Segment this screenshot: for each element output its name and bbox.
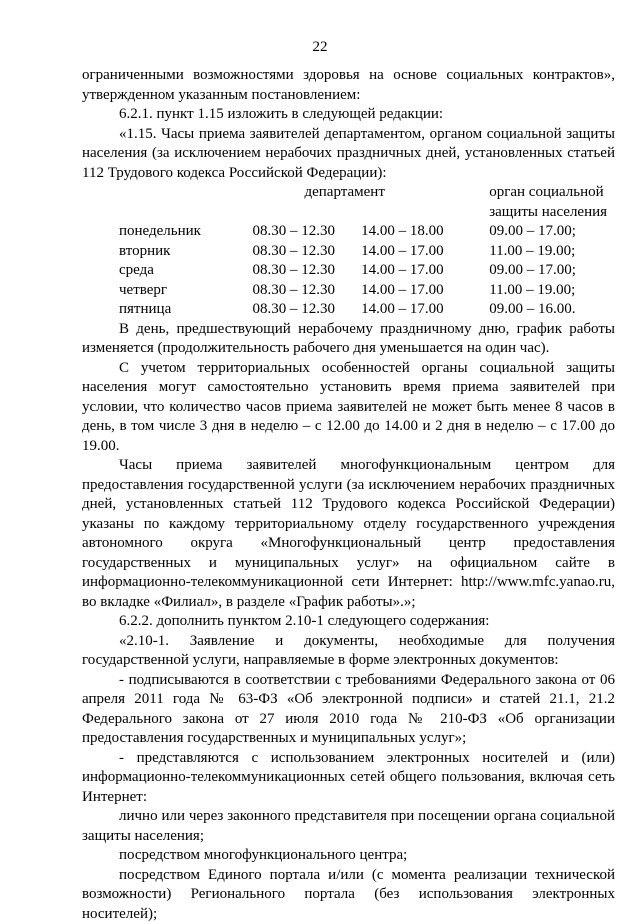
- schedule-row: [82, 261, 615, 281]
- day-cell: четверг: [82, 281, 252, 301]
- organ-hours-cell: 09.00 – 16.00.: [489, 300, 615, 320]
- dept-afternoon-cell: 14.00 – 17.00: [361, 242, 489, 262]
- schedule-row: [82, 222, 615, 242]
- dept-afternoon-cell: 14.00 – 17.00: [361, 261, 489, 281]
- dept-afternoon-cell: 14.00 – 17.00: [361, 281, 489, 301]
- page-number: 22: [0, 38, 640, 58]
- day-cell: понедельник: [82, 222, 252, 242]
- schedule-header-row: [82, 183, 615, 203]
- dept-morning-cell: 08.30 – 12.30: [252, 242, 361, 262]
- organ-hours-cell: 09.00 – 17.00;: [489, 261, 615, 281]
- dept-morning-cell: 08.30 – 12.30: [252, 261, 361, 281]
- paragraph: посредством многофункционального центра;: [82, 846, 615, 866]
- dept-afternoon-cell: 14.00 – 18.00: [361, 222, 489, 242]
- header-organ-line1: орган социальной: [489, 183, 615, 203]
- organ-hours-cell: 09.00 – 17.00;: [489, 222, 615, 242]
- schedule-table: [82, 183, 615, 320]
- paragraph: 6.2.1. пункт 1.15 изложить в следующей редакции:: [82, 105, 615, 125]
- organ-hours-cell: 11.00 – 19.00;: [489, 281, 615, 301]
- day-cell: вторник: [82, 242, 252, 262]
- paragraph: лично или через законного представителя при посещении органа социальной защиты населения;: [82, 807, 615, 846]
- document-body: [82, 66, 615, 924]
- paragraph: 6.2.2. дополнить пунктом 2.10-1 следующего содержания:: [82, 612, 615, 632]
- paragraph: В день, предшествующий нерабочему праздничному дню, график работы изменяется (продолжительность рабочего дня уменьшается на один час).: [82, 320, 615, 359]
- header-organ-line2: защиты населения: [489, 203, 615, 223]
- schedule-row: [82, 300, 615, 320]
- dept-morning-cell: 08.30 – 12.30: [252, 300, 361, 320]
- dept-morning-cell: 08.30 – 12.30: [252, 222, 361, 242]
- paragraph: Часы приема заявителей многофункциональным центром для предоставления государственной услуги (за исключением нерабочих праздничных дней, установленных статьей 112 Трудового кодекса Российской Федерации) указаны по каждому территориальному отделу государственного учреждения автономного округа «Многофункциональный центр предоставления государственных и муниципальных услуг» на официальном сайте в информационно-телекоммуникационной сети Интернет: http://www.mfc.yanao.ru, во вкладке «Филиал», в разделе «График работы».»;: [82, 456, 615, 612]
- day-cell: среда: [82, 261, 252, 281]
- paragraph: «2.10-1. Заявление и документы, необходимые для получения государственной услуги, направляемые в форме электронных документов:: [82, 632, 615, 671]
- header-department: департамент: [252, 183, 489, 203]
- schedule-row: [82, 281, 615, 301]
- organ-hours-cell: 11.00 – 19.00;: [489, 242, 615, 262]
- dept-morning-cell: 08.30 – 12.30: [252, 281, 361, 301]
- paragraph: - подписываются в соответствии с требованиями Федерального закона от 06 апреля 2011 года № 63-ФЗ «Об электронной подписи» и статей 21.1, 21.2 Федерального закона от 27 июля 2010 года № 210-ФЗ «Об организации предоставления государственных и муниципальных услуг»;: [82, 671, 615, 749]
- schedule-header-row: [82, 203, 615, 223]
- paragraph: ограниченными возможностями здоровья на основе социальных контрактов», утвержденном указанным постановлением:: [82, 66, 615, 105]
- paragraph: С учетом территориальных особенностей органы социальной защиты населения могут самостоятельно установить время приема заявителей при условии, что количество часов приема заявителей не может быть менее 8 часов в день, в том числе 3 дня в неделю – с 12.00 до 14.00 и 2 дня в неделю – с 17.00 до 19.00.: [82, 359, 615, 457]
- schedule-row: [82, 242, 615, 262]
- dept-afternoon-cell: 14.00 – 17.00: [361, 300, 489, 320]
- day-cell: пятница: [82, 300, 252, 320]
- paragraph: «1.15. Часы приема заявителей департаментом, органом социальной защиты населения (за исключением нерабочих праздничных дней, установленных статьей 112 Трудового кодекса Российской Федерации):: [82, 125, 615, 184]
- paragraph: посредством Единого портала и/или (с момента реализации технической возможности) Регионального портала (без использования электронных носителей);: [82, 866, 615, 924]
- paragraph: - представляются с использованием электронных носителей и (или) информационно-телекоммуникационных сетей общего пользования, включая сеть Интернет:: [82, 749, 615, 808]
